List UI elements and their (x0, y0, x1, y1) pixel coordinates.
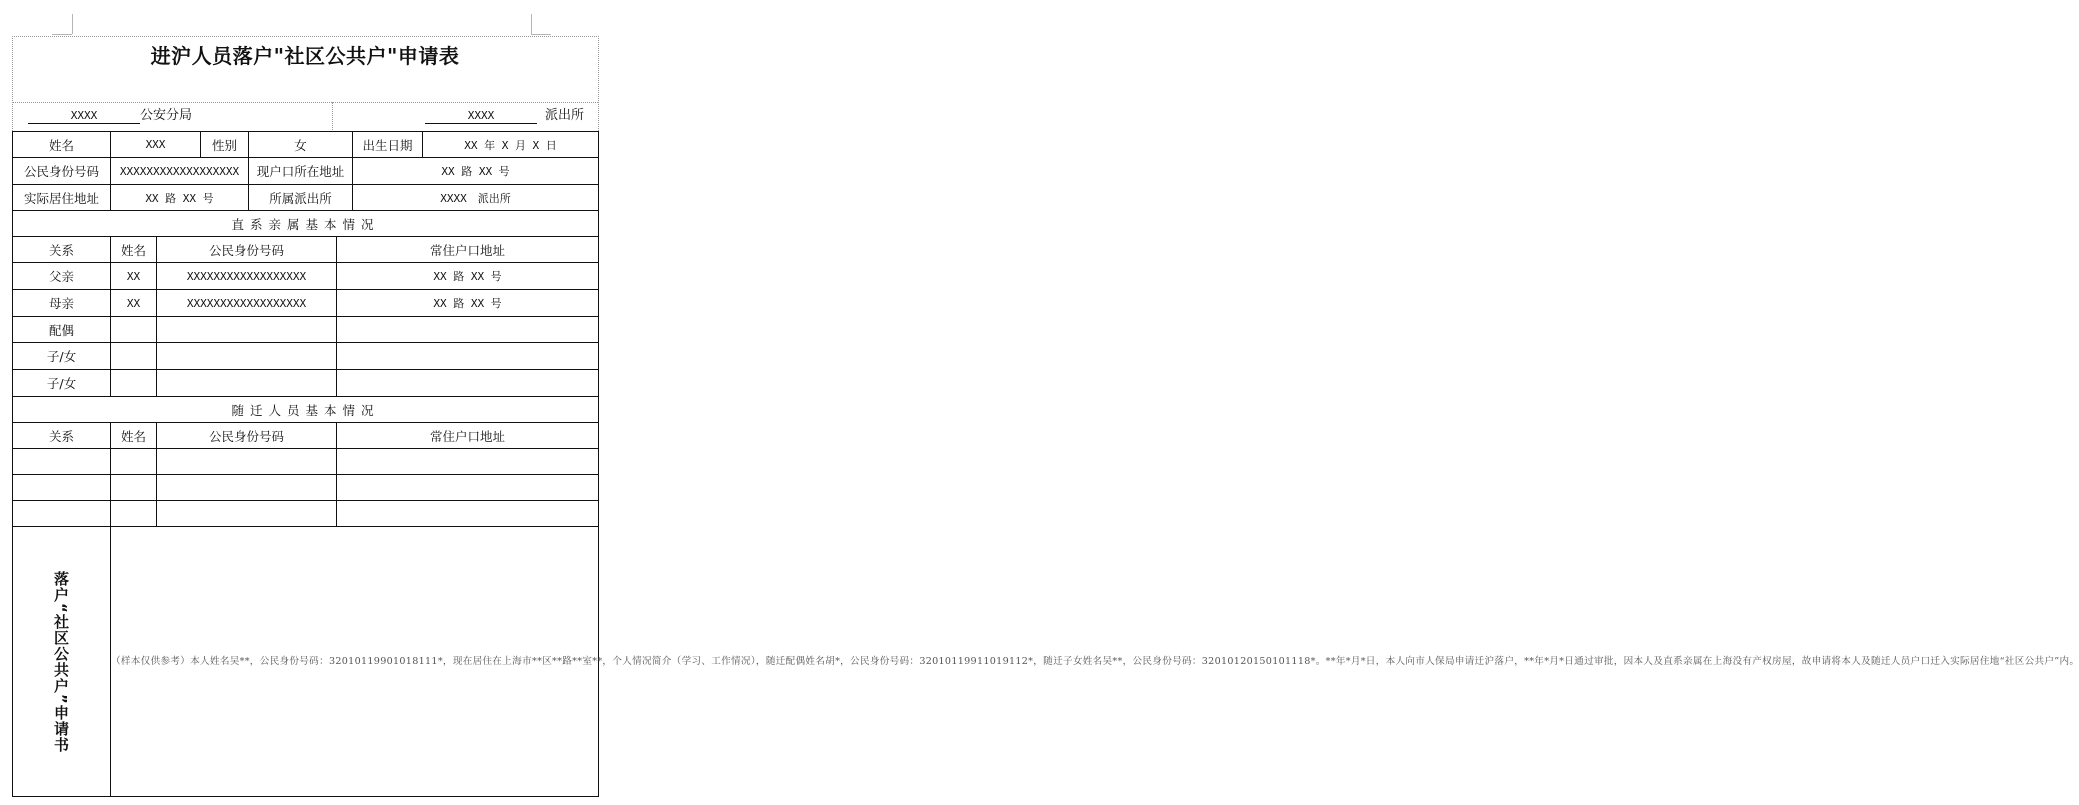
relatives-col-address: 常住户口地址 (337, 237, 599, 263)
name-cell[interactable] (111, 317, 157, 343)
accompanying-col-address: 常住户口地址 (337, 423, 599, 449)
police-station-value[interactable]: XXXX 派出所 (353, 185, 599, 211)
application-form-table (12, 131, 2079, 797)
station-value[interactable]: XXXX (425, 109, 537, 124)
relatives-col-relation: 关系 (13, 237, 111, 263)
id-cell[interactable] (157, 449, 337, 475)
id-cell[interactable] (157, 317, 337, 343)
applicant-row-3 (13, 185, 599, 211)
relatives-section-row (13, 211, 599, 237)
current-hukou-value[interactable]: XX 路 XX 号 (353, 158, 599, 185)
name-cell[interactable] (111, 370, 157, 397)
accompanying-section-row (13, 397, 599, 423)
accompanying-col-relation: 关系 (13, 423, 111, 449)
crop-mark-top-right-v (531, 14, 532, 34)
header-divider (12, 102, 598, 103)
crop-mark-top-left-v (72, 14, 73, 34)
current-hukou-label: 现户口所在地址 (249, 158, 353, 185)
relation-cell: 配偶 (13, 317, 111, 343)
address-cell[interactable] (337, 370, 599, 397)
name-cell[interactable]: XX (111, 290, 157, 317)
applicant-row-2 (13, 158, 599, 185)
relation-cell[interactable] (13, 449, 111, 475)
gender-value[interactable]: 女 (249, 132, 353, 158)
police-station-label: 所属派出所 (249, 185, 353, 211)
relation-cell: 子/女 (13, 370, 111, 397)
crop-mark-top-right-h (531, 34, 551, 35)
address-cell[interactable] (337, 449, 599, 475)
address-cell[interactable] (337, 475, 599, 501)
id-number-label: 公民身份号码 (13, 158, 111, 185)
address-cell[interactable]: XX 路 XX 号 (337, 290, 599, 317)
address-cell[interactable] (337, 501, 599, 527)
application-label-cell (13, 527, 111, 797)
application-text-area[interactable]: （样本仅供参考）本人姓名吴**，公民身份号码：32010119901018111*，现在居住在上海市**区**路**室**，个人情况简介（学习、工作情况），随迁配偶姓名胡*，公民身份号码：32010119911019112*，随迁子女姓名吴**，公民身份号码：32010120150101118*。**年*月*日，本人向市人保局申请迁沪落户，**年*月*日通过审批，因本人及直系亲属在上海没有产权房屋，故申请将本人及随迁人员户口迁入实际居住地“社区公共户”内。 (111, 527, 599, 797)
bureau-line (28, 104, 192, 124)
form-title: 进沪人员落户"社区公共户"申请表 (150, 44, 460, 68)
id-number-value[interactable]: XXXXXXXXXXXXXXXXXX (111, 158, 249, 185)
relatives-col-name: 姓名 (111, 237, 157, 263)
table-row (13, 290, 599, 317)
table-row (13, 263, 599, 290)
id-cell[interactable]: XXXXXXXXXXXXXXXXXX (157, 263, 337, 290)
table-row (13, 343, 599, 370)
relatives-section-title: 直系亲属基本情况 (13, 211, 599, 237)
relatives-header-row (13, 237, 599, 263)
name-cell[interactable] (111, 343, 157, 370)
application-label: 落户“社区公共户”申请书 (52, 570, 70, 753)
name-cell[interactable]: XX (111, 263, 157, 290)
relation-cell: 父亲 (13, 263, 111, 290)
name-cell[interactable] (111, 475, 157, 501)
id-cell[interactable]: XXXXXXXXXXXXXXXXXX (157, 290, 337, 317)
residence-label: 实际居住地址 (13, 185, 111, 211)
bureau-suffix: 公安分局 (140, 108, 193, 123)
residence-value[interactable]: XX 路 XX 号 (111, 185, 249, 211)
table-row (13, 449, 599, 475)
table-row (13, 501, 599, 527)
table-row (13, 317, 599, 343)
id-cell[interactable] (157, 501, 337, 527)
address-cell[interactable] (337, 317, 599, 343)
id-cell[interactable] (157, 343, 337, 370)
relation-cell: 母亲 (13, 290, 111, 317)
name-cell[interactable] (111, 501, 157, 527)
relation-cell[interactable] (13, 501, 111, 527)
name-label: 姓名 (13, 132, 111, 158)
accompanying-col-name: 姓名 (111, 423, 157, 449)
applicant-row-1 (13, 132, 599, 158)
relation-cell: 子/女 (13, 343, 111, 370)
address-cell[interactable]: XX 路 XX 号 (337, 263, 599, 290)
birth-date-value[interactable]: XX 年 X 月 X 日 (423, 132, 599, 158)
accompanying-section-title: 随迁人员基本情况 (13, 397, 599, 423)
relation-cell[interactable] (13, 475, 111, 501)
address-cell[interactable] (337, 343, 599, 370)
station-line (425, 104, 584, 124)
id-cell[interactable] (157, 370, 337, 397)
crop-mark-top-left-h (52, 34, 72, 35)
header-split (332, 102, 333, 130)
relatives-col-id: 公民身份号码 (157, 237, 337, 263)
id-cell[interactable] (157, 475, 337, 501)
name-cell[interactable] (111, 449, 157, 475)
accompanying-header-row (13, 423, 599, 449)
table-row (13, 475, 599, 501)
accompanying-col-id: 公民身份号码 (157, 423, 337, 449)
gender-label: 性别 (201, 132, 249, 158)
name-value[interactable]: XXX (111, 132, 201, 158)
bureau-value[interactable]: XXXX (28, 109, 140, 124)
birth-date-label: 出生日期 (353, 132, 423, 158)
station-suffix: 派出所 (545, 108, 585, 123)
application-row (13, 527, 599, 797)
table-row (13, 370, 599, 397)
